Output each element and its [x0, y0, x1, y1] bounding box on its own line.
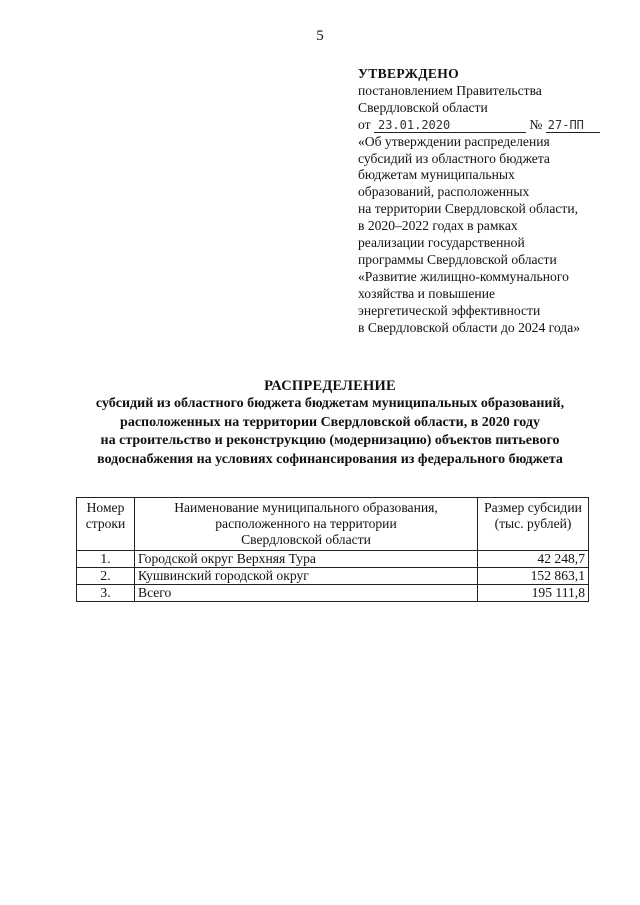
- approval-line-2: Свердловской области: [358, 99, 488, 115]
- header-municipality-name: [135, 498, 478, 551]
- heading-line: на строительство и реконструкцию (модернизацию) объектов питьевого: [100, 433, 560, 449]
- table-row: [77, 551, 589, 568]
- header-row-number: [77, 498, 135, 551]
- approval-title-line: энергетической эффективности: [358, 302, 541, 318]
- subsidies-table: [76, 497, 589, 602]
- header-text: расположенного на территории: [215, 516, 397, 531]
- number-prefix: №: [529, 116, 543, 132]
- approval-title-line: в 2020–2022 годах в рамках: [358, 218, 518, 234]
- date-value: 23.01.2020: [377, 117, 451, 132]
- row-number: 2.: [77, 568, 135, 585]
- subsidy-amount: 152 863,1: [478, 568, 589, 585]
- approval-title-line: «Об утверждении распределения: [358, 133, 550, 149]
- approval-title-line: на территории Свердловской области,: [358, 201, 579, 217]
- approval-title-line: в Свердловской области до 2024 года»: [358, 319, 581, 335]
- subsidy-amount: 195 111,8: [478, 585, 589, 602]
- header-text: Наименование муниципального образования,: [174, 500, 438, 515]
- municipality-name: Кушвинский городской округ: [135, 568, 478, 585]
- page-number: 5: [316, 28, 324, 44]
- approval-title-line: хозяйства и повышение: [358, 285, 495, 301]
- table-header-row: [77, 498, 589, 551]
- header-text: строки: [85, 516, 126, 531]
- header-text: Номер: [86, 500, 125, 515]
- document-heading: [70, 377, 590, 469]
- approval-title-line: программы Свердловской области: [358, 251, 557, 267]
- approved-label: УТВЕРЖДЕНО: [358, 66, 460, 81]
- table-row-total: [77, 585, 589, 602]
- approval-title-line: субсидий из областного бюджета: [358, 150, 550, 166]
- subsidy-amount: 42 248,7: [478, 551, 589, 568]
- row-number: 1.: [77, 551, 135, 568]
- municipality-name: Всего: [135, 585, 478, 602]
- header-subsidy-amount: [478, 498, 589, 551]
- approval-title-line: реализации государственной: [358, 235, 525, 251]
- date-field: [374, 118, 526, 133]
- heading-line: расположенных на территории Свердловской области, в 2020 году: [120, 414, 540, 430]
- heading-line: субсидий из областного бюджета бюджетам муниципальных образований,: [95, 396, 565, 412]
- approval-date-line: [358, 117, 628, 134]
- approval-title-line: бюджетам муниципальных: [358, 167, 515, 183]
- table-row: [77, 568, 589, 585]
- heading-line: водоснабжения на условиях софинансирования из федерального бюджета: [97, 451, 563, 467]
- header-text: (тыс. рублей): [494, 516, 572, 531]
- approval-line-1: постановлением Правительства: [358, 82, 542, 98]
- number-field: [546, 118, 600, 133]
- approval-title-line: «Развитие жилищно-коммунального: [358, 268, 569, 284]
- approval-title-line: образований, расположенных: [358, 184, 530, 200]
- row-number: 3.: [77, 585, 135, 602]
- header-text: Размер субсидии: [484, 500, 582, 515]
- header-text: Свердловской области: [241, 532, 371, 547]
- heading-title: РАСПРЕДЕЛЕНИЕ: [264, 378, 396, 394]
- date-prefix: от: [358, 116, 371, 132]
- number-value: 27-ПП: [547, 117, 584, 132]
- approval-block: [358, 66, 628, 337]
- municipality-name: Городской округ Верхняя Тура: [135, 551, 478, 568]
